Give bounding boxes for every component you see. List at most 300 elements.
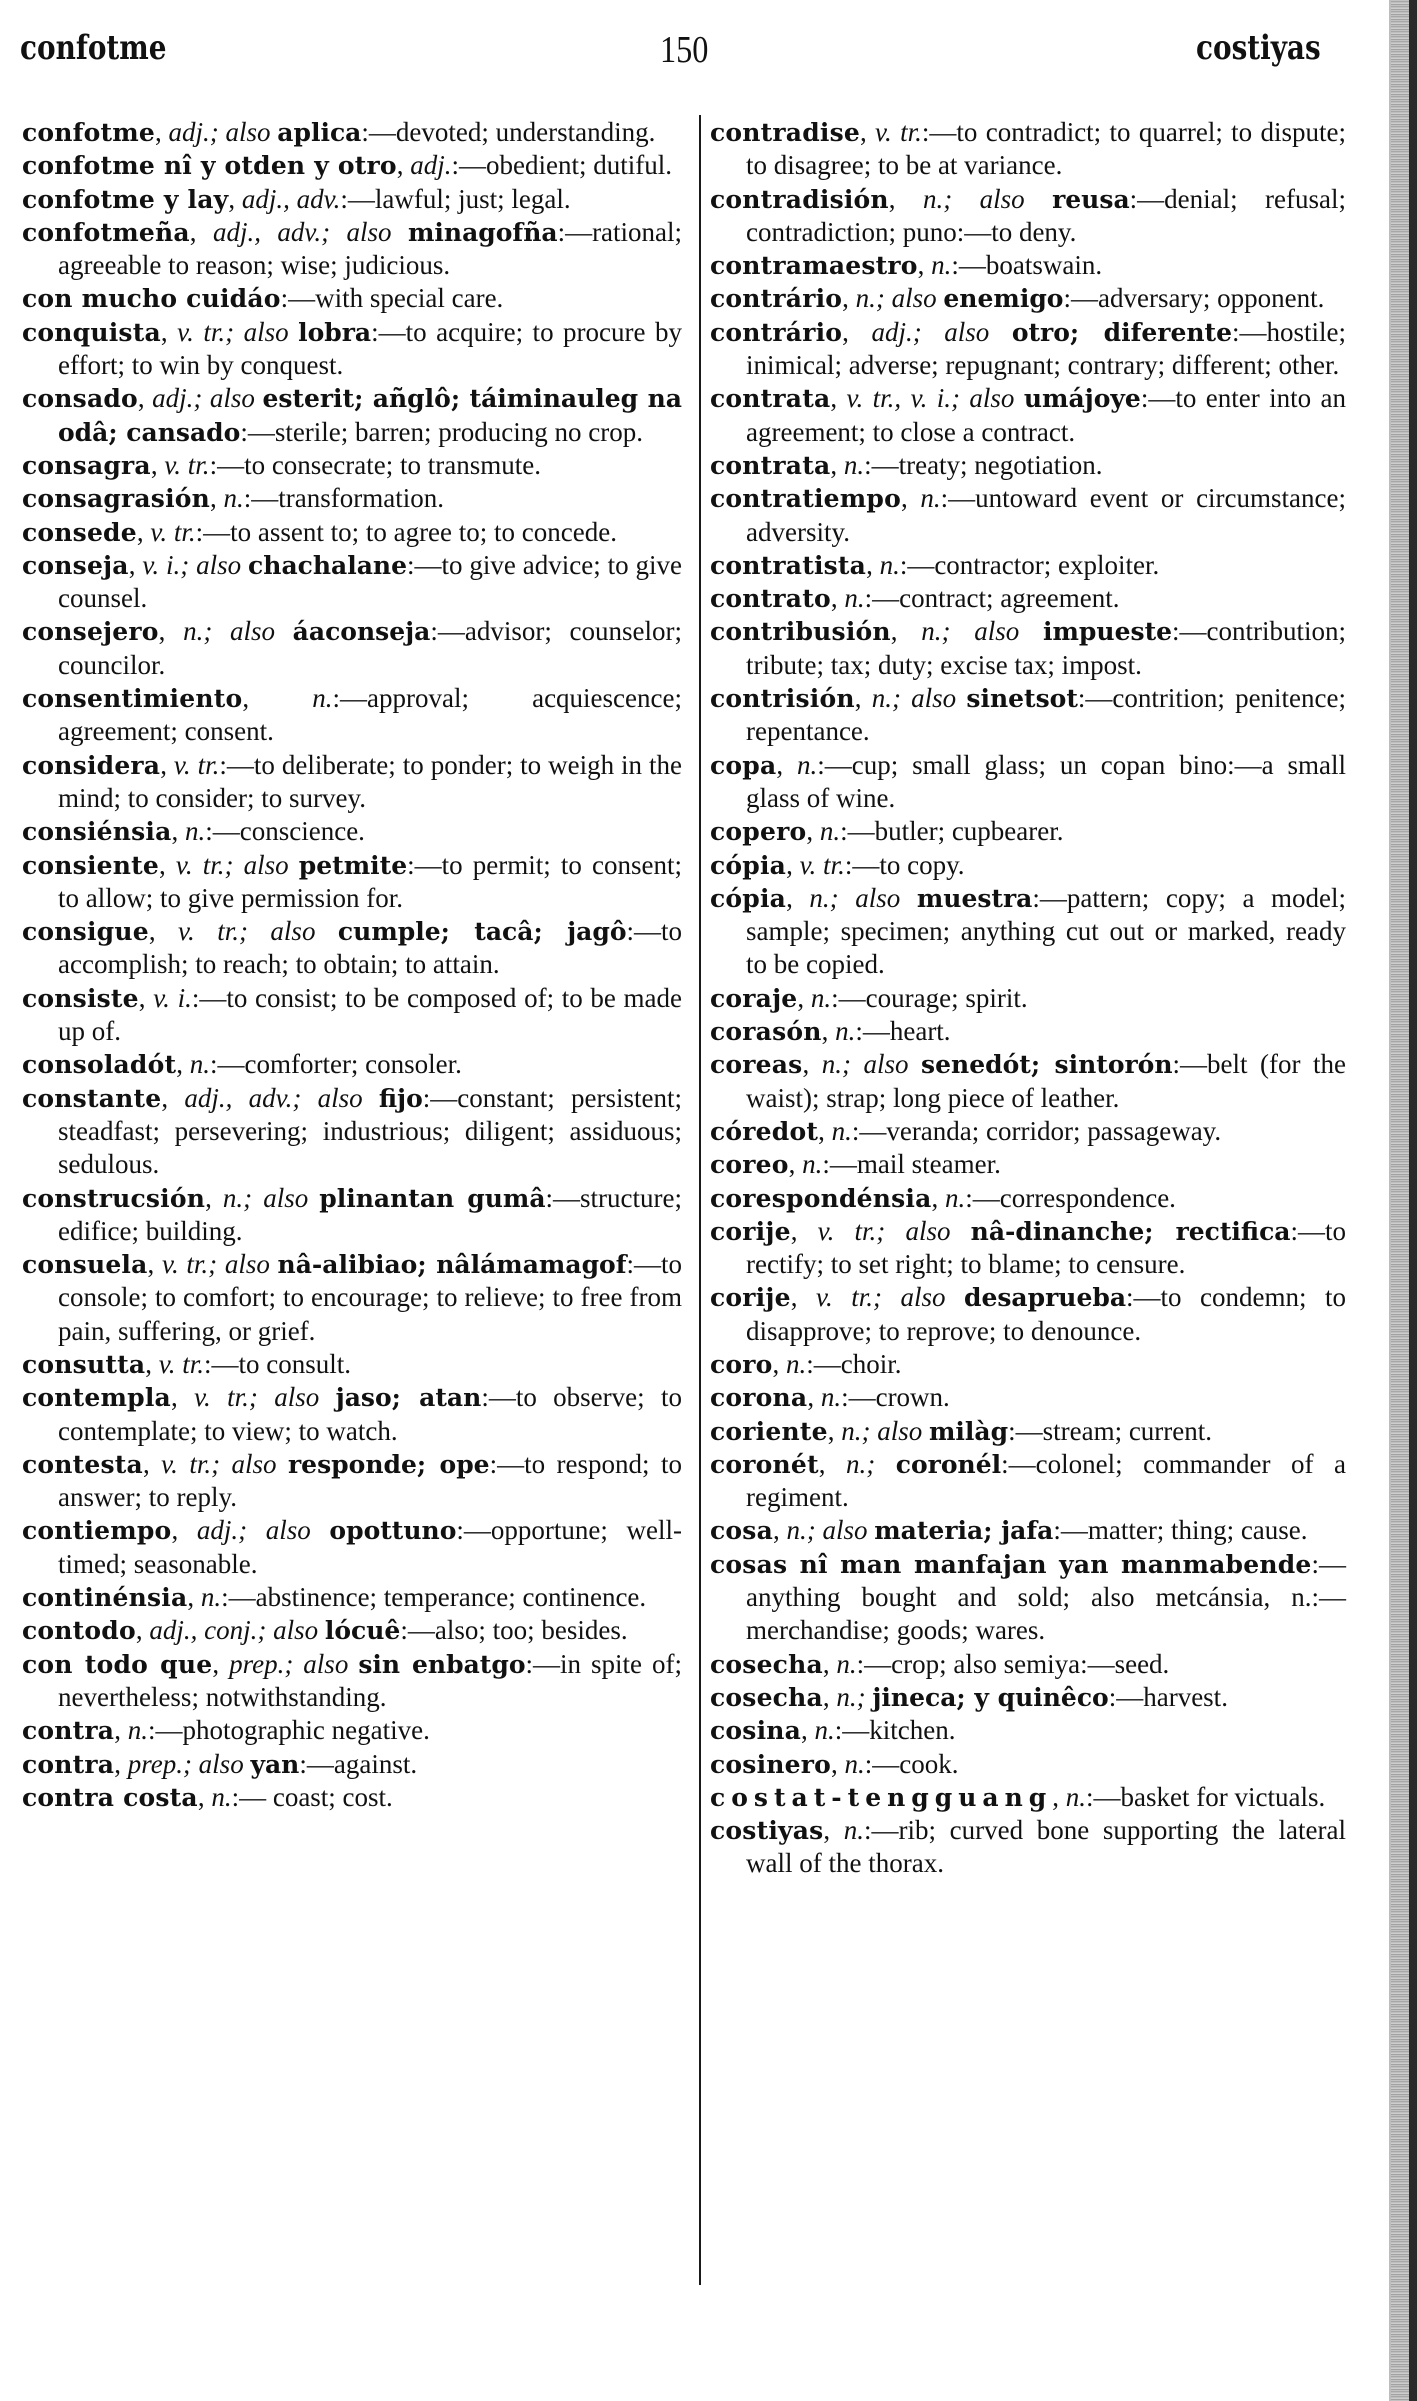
definition: :—to assent to; to agree to; to concede. (195, 516, 617, 547)
alternate-form: aplica (277, 118, 362, 147)
headword: consigue (22, 917, 149, 947)
alternate-form: lócuê (324, 1616, 401, 1646)
dictionary-entry: consejero, n.; also áaconseja:—advisor; counselor; councilor. (22, 616, 682, 680)
definition: :—to respond; to answer; to reply. (58, 1448, 682, 1513)
headword: cosecha (710, 1649, 823, 1679)
alternate-form: materia; jafa (874, 1516, 1054, 1546)
dictionary-entry: coronét, n.; coronél:—colonel; commander of a regiment. (710, 1448, 1346, 1513)
part-of-speech: n. (836, 1648, 857, 1679)
page-header (0, 22, 1390, 82)
part-of-speech: adj., adv. (241, 183, 341, 214)
definition: :—cook. (864, 1748, 959, 1779)
part-of-speech: adj., conj.; also (149, 1615, 319, 1646)
part-of-speech: n. (820, 1382, 842, 1413)
headword: cópia (710, 883, 787, 913)
definition: :—obedient; dutiful. (451, 150, 672, 181)
dictionary-entry: contra costa, n.:— coast; cost. (22, 1781, 393, 1812)
part-of-speech: n.; also (222, 1182, 309, 1213)
definition: :—to enter into an agreement; to close a contract. (746, 383, 1347, 447)
definition: :—pattern; copy; a model; sample; specimen; anything cut out or marked, ready to be copied. (746, 882, 1346, 980)
dictionary-entry: contrário, n.; also enemigo:—adversary; opponent. (710, 283, 1325, 314)
part-of-speech: n. (931, 250, 952, 281)
part-of-speech: v. tr., v. i.; also (846, 383, 1015, 414)
definition: :—denial; refusal; contradiction; puno:—to deny. (746, 183, 1347, 247)
alternate-form: lobra (298, 317, 372, 347)
part-of-speech: n. (835, 1016, 856, 1047)
definition: :—contribution; tribute; tax; duty; excise tax; impost. (746, 616, 1347, 680)
definition: :—contractor; exploiter. (899, 549, 1160, 580)
headword: contempla (22, 1383, 171, 1413)
definition: :—opportune; well-timed; seasonable. (58, 1515, 682, 1579)
dictionary-entry: coraje, n.:—courage; spirit. (710, 982, 1028, 1013)
headword: contrário (710, 284, 843, 314)
dictionary-entry: contrário, adj.; also otro; diferente:—hostile; inimical; adverse; repugnant; contrary; different; other. (710, 316, 1346, 381)
alternate-form: desaprueba (963, 1283, 1127, 1313)
headword: corespondénsia (710, 1183, 932, 1213)
dictionary-entry: conseja, v. i.; also chachalane:—to give advice; to give counsel. (22, 549, 683, 614)
dictionary-entry: contrato, n.:—contract; agreement. (710, 583, 1120, 614)
part-of-speech: n. (185, 816, 206, 847)
dictionary-entry: cosecha, n.; jineca; y quinêco:—harvest. (710, 1681, 1228, 1712)
dictionary-entry: corasón, n.:—heart. (710, 1016, 951, 1047)
scanned-page-edge (1389, 0, 1417, 2401)
definition: :—to consult. (203, 1348, 351, 1379)
dictionary-entry: costat-tengguang, n.:—basket for victuals. (710, 1781, 1326, 1812)
definition: :—treaty; negotiation. (864, 449, 1103, 480)
part-of-speech: n. (127, 1715, 148, 1746)
definition: :—to permit; to consent; to allow; to give permission for. (58, 849, 683, 913)
part-of-speech: n.; also (786, 1515, 868, 1546)
dictionary-entry (22, 282, 682, 315)
part-of-speech: n.; also (183, 616, 275, 647)
part-of-speech: adj., adv.; also (184, 1082, 363, 1113)
headword: cosecha (710, 1682, 823, 1712)
headword: costat-tengguang (710, 1782, 1053, 1812)
headword: con todo que (22, 1649, 213, 1679)
part-of-speech: n. (843, 449, 865, 480)
headword: contratista (710, 550, 867, 580)
headword: contodo (22, 1616, 136, 1646)
headword: contesta (22, 1449, 143, 1479)
part-of-speech: v. i. (153, 982, 192, 1013)
definition: :—in spite of; nevertheless; notwithstanding. (58, 1648, 682, 1712)
headword: cópia (710, 850, 787, 880)
dictionary-entry: costiyas, n.:—rib; curved bone supporting the lateral wall of the thorax. (710, 1815, 1347, 1879)
part-of-speech: n. (211, 1781, 232, 1812)
headword: cosina (710, 1716, 802, 1746)
part-of-speech: n.; (846, 1448, 876, 1479)
dictionary-entry: consiente, v. tr.; also petmite:—to permit; to consent; to allow; to give permission for. (22, 849, 683, 913)
dictionary-entry: corona, n.:—crown. (710, 1382, 950, 1413)
part-of-speech: n. (844, 1748, 865, 1779)
part-of-speech: adj.; also (871, 316, 990, 347)
headword: consiénsia (22, 817, 172, 847)
definition: :—constant; persistent; steadfast; persevering; industrious; diligent; assiduous; sedulous. (58, 1082, 683, 1180)
alternate-form: sin enbatgo (358, 1649, 526, 1679)
dictionary-entry: consutta, v. tr.:—to consult. (22, 1348, 351, 1379)
part-of-speech: v. i.; also (142, 549, 242, 580)
part-of-speech: adj., adv.; also (212, 216, 392, 247)
headword: contra costa (22, 1782, 198, 1812)
headword: contribusión (710, 617, 891, 647)
headword: consagra (22, 450, 151, 480)
alternate-form: áaconseja (292, 617, 431, 647)
definition: :—stream; current. (1008, 1415, 1213, 1446)
headword: consede (22, 517, 137, 547)
part-of-speech: n. (810, 982, 832, 1013)
definition: :—choir. (806, 1348, 902, 1379)
definition: :—veranda; corridor; passageway. (851, 1115, 1222, 1146)
part-of-speech: n. (814, 1715, 835, 1746)
definition: :—also; too; besides. (400, 1615, 628, 1646)
dictionary-entry: contrisión, n.; also sinetsot:—contrition; penitence; repentance. (710, 683, 1347, 747)
alternate-form: muestra (916, 883, 1033, 913)
part-of-speech: v. tr.; also (815, 1282, 946, 1313)
definition: :—to deliberate; to ponder; to weigh in the mind; to consider; to survey. (58, 749, 683, 813)
dictionary-entry: cópia, n.; also muestra:—pattern; copy; a model; sample; specimen; anything cut out or marked, ready to be copied. (710, 882, 1346, 980)
part-of-speech: v. tr. (875, 117, 922, 147)
definition: :—rib; curved bone supporting the lateral wall of the thorax. (746, 1815, 1347, 1879)
alternate-form: responde; ope (288, 1449, 490, 1479)
headword: contra (22, 1716, 115, 1746)
definition: :—to rectify; to set right; to blame; to censure. (746, 1215, 1347, 1280)
dictionary-entry: continénsia, n.:—abstinence; temperance; continence. (22, 1582, 647, 1613)
definition: :—to consecrate; to transmute. (209, 449, 541, 480)
definition: :—abstinence; temperance; continence. (221, 1582, 647, 1613)
definition: :—to condemn; to disapprove; to reprove; to denounce. (746, 1282, 1347, 1346)
dictionary-entry: conquista, v. tr.; also lobra:—to acquire; to procure by effort; to win by conquest. (22, 316, 683, 381)
definition: :—colonel; commander of a regiment. (746, 1448, 1346, 1513)
definition: :—correspondence. (965, 1182, 1176, 1213)
dictionary-entry: consagra, v. tr.:—to consecrate; to transmute. (22, 449, 541, 480)
headword: coronét (710, 1449, 819, 1479)
headword: corije (710, 1283, 791, 1313)
headword: consejero (22, 617, 159, 647)
definition: :—advisor; counselor; councilor. (58, 616, 682, 680)
alternate-form: enemigo (943, 284, 1064, 314)
dictionary-entry: consagrasión, n.:—transformation. (22, 483, 444, 514)
definition: :—to contradict; to quarrel; to dispute; to disagree; to be at variance. (746, 117, 1347, 181)
definition: :—matter; thing; cause. (1053, 1515, 1308, 1546)
headword: copa (710, 750, 777, 780)
headword: corona (710, 1383, 808, 1413)
definition: :—belt (for the waist); strap; long piece of leather. (746, 1049, 1347, 1113)
definition: :—mail steamer. (822, 1149, 1001, 1180)
dictionary-entry: contradise, v. tr.:—to contradict; to quarrel; to dispute; to disagree; to be at variance. (710, 117, 1347, 181)
right-column (710, 116, 1346, 1881)
definition: :—hostile; inimical; adverse; repugnant; contrary; different; other. (746, 316, 1346, 381)
headword: cosinero (710, 1749, 831, 1779)
part-of-speech: v. tr.; also (175, 849, 289, 880)
part-of-speech: adj. (410, 150, 452, 181)
dictionary-entry: corespondénsia, n.:—correspondence. (710, 1182, 1176, 1213)
dictionary-entry: cosa, n.; also materia; jafa:—matter; thing; cause. (710, 1515, 1308, 1546)
alternate-form: nâ-dinanche; rectifica (970, 1216, 1291, 1246)
part-of-speech: n. (200, 1582, 222, 1613)
dictionary-entry: cosecha, n.:—crop; also semiya:—seed. (710, 1648, 1170, 1679)
dictionary-entry (710, 1548, 1346, 1648)
headword: contiempo (22, 1516, 172, 1546)
definition: :—transformation. (243, 483, 444, 514)
part-of-speech: n.; (836, 1681, 866, 1712)
dictionary-entry: considera, v. tr.:—to deliberate; to ponder; to weigh in the mind; to consider; to survey. (22, 749, 683, 813)
alternate-form: senedót; sintorón (921, 1050, 1173, 1080)
dictionary-entry: contrata, v. tr., v. i.; also umájoye:—to enter into an agreement; to close a contract. (710, 383, 1347, 447)
part-of-speech: v. tr. (799, 849, 845, 880)
alternate-form: minagofña (407, 217, 558, 247)
dictionary-entry: contra, n.:—photographic negative. (22, 1715, 430, 1746)
headword: contrisión (710, 684, 855, 714)
definition: :—adversary; opponent. (1063, 283, 1325, 314)
dictionary-entry: confotmeña, adj., adv.; also minagofña:—rational; agreeable to reason; wise; judicious. (22, 216, 683, 281)
headword: coreo (710, 1150, 789, 1180)
part-of-speech: n.; also (841, 1415, 923, 1446)
headword: confotme nî y otden y otro (22, 151, 397, 181)
alternate-form: yan (250, 1749, 300, 1779)
headword: conseja (22, 550, 129, 580)
headword: considera (22, 750, 161, 780)
dictionary-entry: consede, v. tr.:—to assent to; to agree to; to concede. (22, 516, 617, 547)
alternate-form: cumple; tacâ; jagô (337, 917, 627, 947)
headword: confotme (22, 118, 156, 147)
alternate-form: opottuno (329, 1516, 457, 1546)
headword: corasón (710, 1017, 822, 1047)
alternate-form: impueste (1042, 617, 1173, 647)
definition: :—rational; agreeable to reason; wise; judicious. (58, 216, 683, 281)
part-of-speech: n.; also (871, 683, 957, 714)
headword: contratiempo (710, 484, 901, 514)
definition: :—conscience. (205, 816, 365, 847)
dictionary-entry: con todo que, prep.; also sin enbatgo:—in spite of; nevertheless; notwithstanding. (22, 1648, 682, 1712)
dictionary-entry: consiste, v. i.:—to consist; to be composed of; to be made up of. (22, 982, 682, 1047)
headword: cosas nî man manfajan yan manmabende (710, 1549, 1312, 1579)
dictionary-entry: contesta, v. tr.; also responde; ope:—to respond; to answer; to reply. (22, 1448, 682, 1513)
headword: consutta (22, 1349, 146, 1379)
dictionary-entry: contratiempo, n.:—untoward event or circumstance; adversity. (710, 483, 1346, 547)
headword: conquista (22, 317, 161, 347)
alternate-form: jaso; atan (335, 1383, 482, 1413)
column-divider (699, 115, 701, 2285)
headword: consiente (22, 850, 159, 880)
definition: :—courage; spirit. (831, 982, 1028, 1013)
part-of-speech: v. tr. (150, 516, 196, 547)
dictionary-entry: constante, adj., adv.; also fijo:—constant; persistent; steadfast; persevering; industrious; diligent; assiduous; sedulous. (22, 1082, 683, 1180)
headword: coreas (710, 1050, 803, 1080)
definition: :— coast; cost. (231, 1781, 393, 1812)
headword: copero (710, 817, 807, 847)
definition: :—anything bought and sold; also metcánsia, n.:—merchandise; goods; wares. (746, 1548, 1346, 1646)
definition: :—sterile; barren; producing no crop. (240, 416, 643, 447)
dictionary-entry: cosinero, n.:—cook. (710, 1748, 959, 1779)
dictionary-entry: cosina, n.:—kitchen. (710, 1715, 956, 1746)
alternate-form: milàg (928, 1416, 1009, 1446)
dictionary-entry: consado, adj.; also esterit; añglô; táiminauleg na odâ; cansado:—sterile; barren; producing no crop. (22, 383, 682, 447)
part-of-speech: n.; also (821, 1049, 909, 1080)
part-of-speech: v. tr.; also (177, 316, 289, 347)
alternate-form: plinantan gumâ (319, 1183, 546, 1213)
headword: consiste (22, 983, 139, 1013)
part-of-speech: n. (1065, 1781, 1087, 1812)
definition: :—contrition; penitence; repentance. (746, 683, 1347, 747)
definition: :—to observe; to contemplate; to view; to watch. (58, 1382, 682, 1446)
alternate-form: umájoye (1023, 384, 1141, 414)
headword: contrato (710, 584, 831, 614)
headword: cosa (710, 1516, 773, 1546)
right-guide-word: costiyas (1196, 28, 1321, 68)
part-of-speech: n. (831, 1115, 852, 1146)
dictionary-entry: confotme y lay, adj., adv.:—lawful; just; legal. (22, 183, 571, 214)
dictionary-entry: contra, prep.; also yan:—against. (22, 1748, 418, 1779)
part-of-speech: v. tr. (173, 749, 220, 780)
headword: consagrasión (22, 484, 211, 514)
part-of-speech: v. tr.; also (178, 916, 316, 947)
part-of-speech: n. (786, 1348, 807, 1379)
headword: constante (22, 1083, 162, 1113)
headword: construcsión (22, 1183, 206, 1213)
part-of-speech: v. tr.; also (161, 1249, 270, 1280)
dictionary-entry: consentimiento, n.:—approval; acquiescence; agreement; consent. (22, 683, 682, 747)
dictionary-entry: contradisión, n.; also reusa:—denial; refusal; contradiction; puno:—to deny. (710, 183, 1347, 247)
part-of-speech: n. (819, 816, 841, 847)
definition: :—untoward event or circumstance; adversity. (746, 483, 1346, 547)
definition: :—devoted; understanding. (361, 117, 656, 147)
headword: contradise (710, 118, 860, 147)
alternate-form: reusa (1052, 184, 1130, 214)
part-of-speech: n. (802, 1149, 823, 1180)
headword: contrata (710, 450, 831, 480)
part-of-speech: v. tr.; also (194, 1382, 320, 1413)
definition: :—cup; small glass; un copan bino:—a small glass of wine. (746, 749, 1347, 813)
headword: continénsia (22, 1583, 188, 1613)
definition: :—butler; cupbearer. (840, 816, 1064, 847)
dictionary-entry: cópia, v. tr.:—to copy. (710, 849, 965, 880)
dictionary-entry: coreo, n.:—mail steamer. (710, 1149, 1001, 1180)
dictionary-entry: consigue, v. tr.; also cumple; tacâ; jagô:—to accomplish; to reach; to obtain; to attain. (22, 916, 683, 980)
dictionary-entry: construcsión, n.; also plinantan gumâ:—structure; edifice; building. (22, 1182, 683, 1246)
definition: :—with special care. (280, 283, 504, 314)
definition: :—basket for victuals. (1086, 1781, 1326, 1812)
part-of-speech: n. (189, 1049, 210, 1080)
headword: confotmeña (22, 217, 190, 247)
left-column (22, 116, 682, 1814)
headword: contrata (710, 384, 831, 414)
dictionary-entry: corije, v. tr.; also nâ-dinanche; rectifica:—to rectify; to set right; to blame; to censure. (710, 1215, 1347, 1280)
dictionary-entry: consiénsia, n.:—conscience. (22, 816, 365, 847)
definition: :—crop; also semiya:—seed. (856, 1648, 1170, 1679)
headword: córedot (710, 1116, 819, 1146)
dictionary-entry: contiempo, adj.; also opottuno:—opportune; well-timed; seasonable. (22, 1515, 682, 1579)
dictionary-entry: confotme nî y otden y otro, adj.:—obedient; dutiful. (22, 150, 672, 181)
part-of-speech: v. tr. (164, 449, 210, 480)
headword: consentimiento (22, 684, 243, 714)
definition: :—contract; agreement. (864, 583, 1120, 614)
definition: :—lawful; just; legal. (340, 183, 571, 214)
part-of-speech: n. (797, 749, 818, 780)
definition: :—approval; acquiescence; agreement; consent. (58, 683, 682, 747)
dictionary-entry: confotme, adj.; also aplica:—devoted; understanding. (22, 117, 656, 147)
definition: :—to consist; to be composed of; to be made up of. (58, 982, 682, 1047)
part-of-speech: v. tr.; also (161, 1448, 277, 1479)
definition: :—against. (299, 1748, 418, 1779)
headword: contramaestro (710, 251, 918, 281)
definition: :—crown. (841, 1382, 950, 1413)
dictionary-entry: contratista, n.:—contractor; exploiter. (710, 549, 1160, 580)
dictionary-entry: contribusión, n.; also impueste:—contribution; tribute; tax; duty; excise tax; impost. (710, 616, 1347, 680)
headword: consado (22, 384, 138, 414)
definition: :—kitchen. (834, 1715, 956, 1746)
headword: coriente (710, 1416, 828, 1446)
part-of-speech: n.; also (855, 283, 937, 314)
definition: :—to console; to comfort; to encourage; to relieve; to free from pain, suffering, or grief. (58, 1249, 682, 1346)
definition: :—to copy. (844, 849, 965, 880)
alternate-form: jineca; y quinêco (872, 1682, 1109, 1712)
headword: confotme y lay (22, 184, 229, 214)
headword: consoladót (22, 1050, 177, 1080)
alternate-form: coronél (895, 1449, 1002, 1479)
headword: consuela (22, 1250, 148, 1280)
definition: :—to accomplish; to reach; to obtain; to attain. (58, 916, 683, 980)
definition: :—harvest. (1108, 1681, 1228, 1712)
part-of-speech: adj.; also (152, 383, 255, 414)
part-of-speech: n. (223, 483, 244, 514)
definition: :—to give advice; to give counsel. (58, 549, 683, 614)
headword: coro (710, 1349, 773, 1379)
definition: :—photographic negative. (147, 1715, 430, 1746)
part-of-speech: prep.; also (229, 1648, 349, 1679)
dictionary-entry: copero, n.:—butler; cupbearer. (710, 816, 1064, 847)
alternate-form: fijo (378, 1083, 423, 1113)
part-of-speech: v. tr.; also (817, 1215, 951, 1246)
dictionary-entry: coriente, n.; also milàg:—stream; current. (710, 1415, 1213, 1446)
part-of-speech: n. (312, 683, 333, 714)
dictionary-entry: córedot, n.:—veranda; corridor; passageway. (710, 1115, 1222, 1146)
alternate-form: petmite (298, 850, 408, 880)
alternate-form: nâ-alibiao; nâlámamagof (277, 1250, 627, 1280)
dictionary-entry: corije, v. tr.; also desaprueba:—to condemn; to disapprove; to reprove; to denounce. (710, 1282, 1347, 1346)
headword: costiyas (710, 1816, 824, 1846)
headword: coraje (710, 983, 798, 1013)
dictionary-entry: contodo, adj., conj.; also lócuê:—also; too; besides. (22, 1615, 628, 1646)
dictionary-entry: contrata, n.:—treaty; negotiation. (710, 449, 1103, 480)
dictionary-entry: coreas, n.; also senedót; sintorón:—belt (for the waist); strap; long piece of leather. (710, 1049, 1347, 1113)
headword: contra (22, 1749, 115, 1779)
part-of-speech: n. (843, 1815, 865, 1846)
part-of-speech: n.; also (809, 882, 901, 913)
left-guide-word: confotme (20, 28, 167, 68)
dictionary-entry: copa, n.:—cup; small glass; un copan bino:—a small glass of wine. (710, 749, 1347, 813)
part-of-speech: n.; also (922, 183, 1025, 214)
headword: contradisión (710, 184, 889, 214)
part-of-speech: n. (920, 483, 941, 514)
dictionary-entry: contempla, v. tr.; also jaso; atan:—to observe; to contemplate; to view; to watch. (22, 1382, 682, 1446)
alternate-form: esterit; añglô; táiminauleg na odâ; cansado (58, 384, 682, 447)
dictionary-entry: contramaestro, n.:—boatswain. (710, 250, 1103, 281)
alternate-form: sinetsot (966, 684, 1078, 714)
part-of-speech: prep.; also (127, 1748, 244, 1779)
definition: :—boatswain. (951, 250, 1103, 281)
headword: corije (710, 1216, 791, 1246)
alternate-form: chachalane (248, 550, 408, 580)
definition: :—to acquire; to procure by effort; to win by conquest. (58, 316, 683, 381)
part-of-speech: v. tr. (158, 1348, 204, 1379)
part-of-speech: n. (844, 583, 865, 614)
page-number: 150 (660, 29, 709, 71)
definition: :—heart. (855, 1016, 951, 1047)
headword: con mucho cuidáo (22, 284, 281, 314)
part-of-speech: n.; also (921, 616, 1020, 647)
part-of-speech: n. (879, 549, 900, 580)
part-of-speech: adj.; also (168, 117, 271, 147)
